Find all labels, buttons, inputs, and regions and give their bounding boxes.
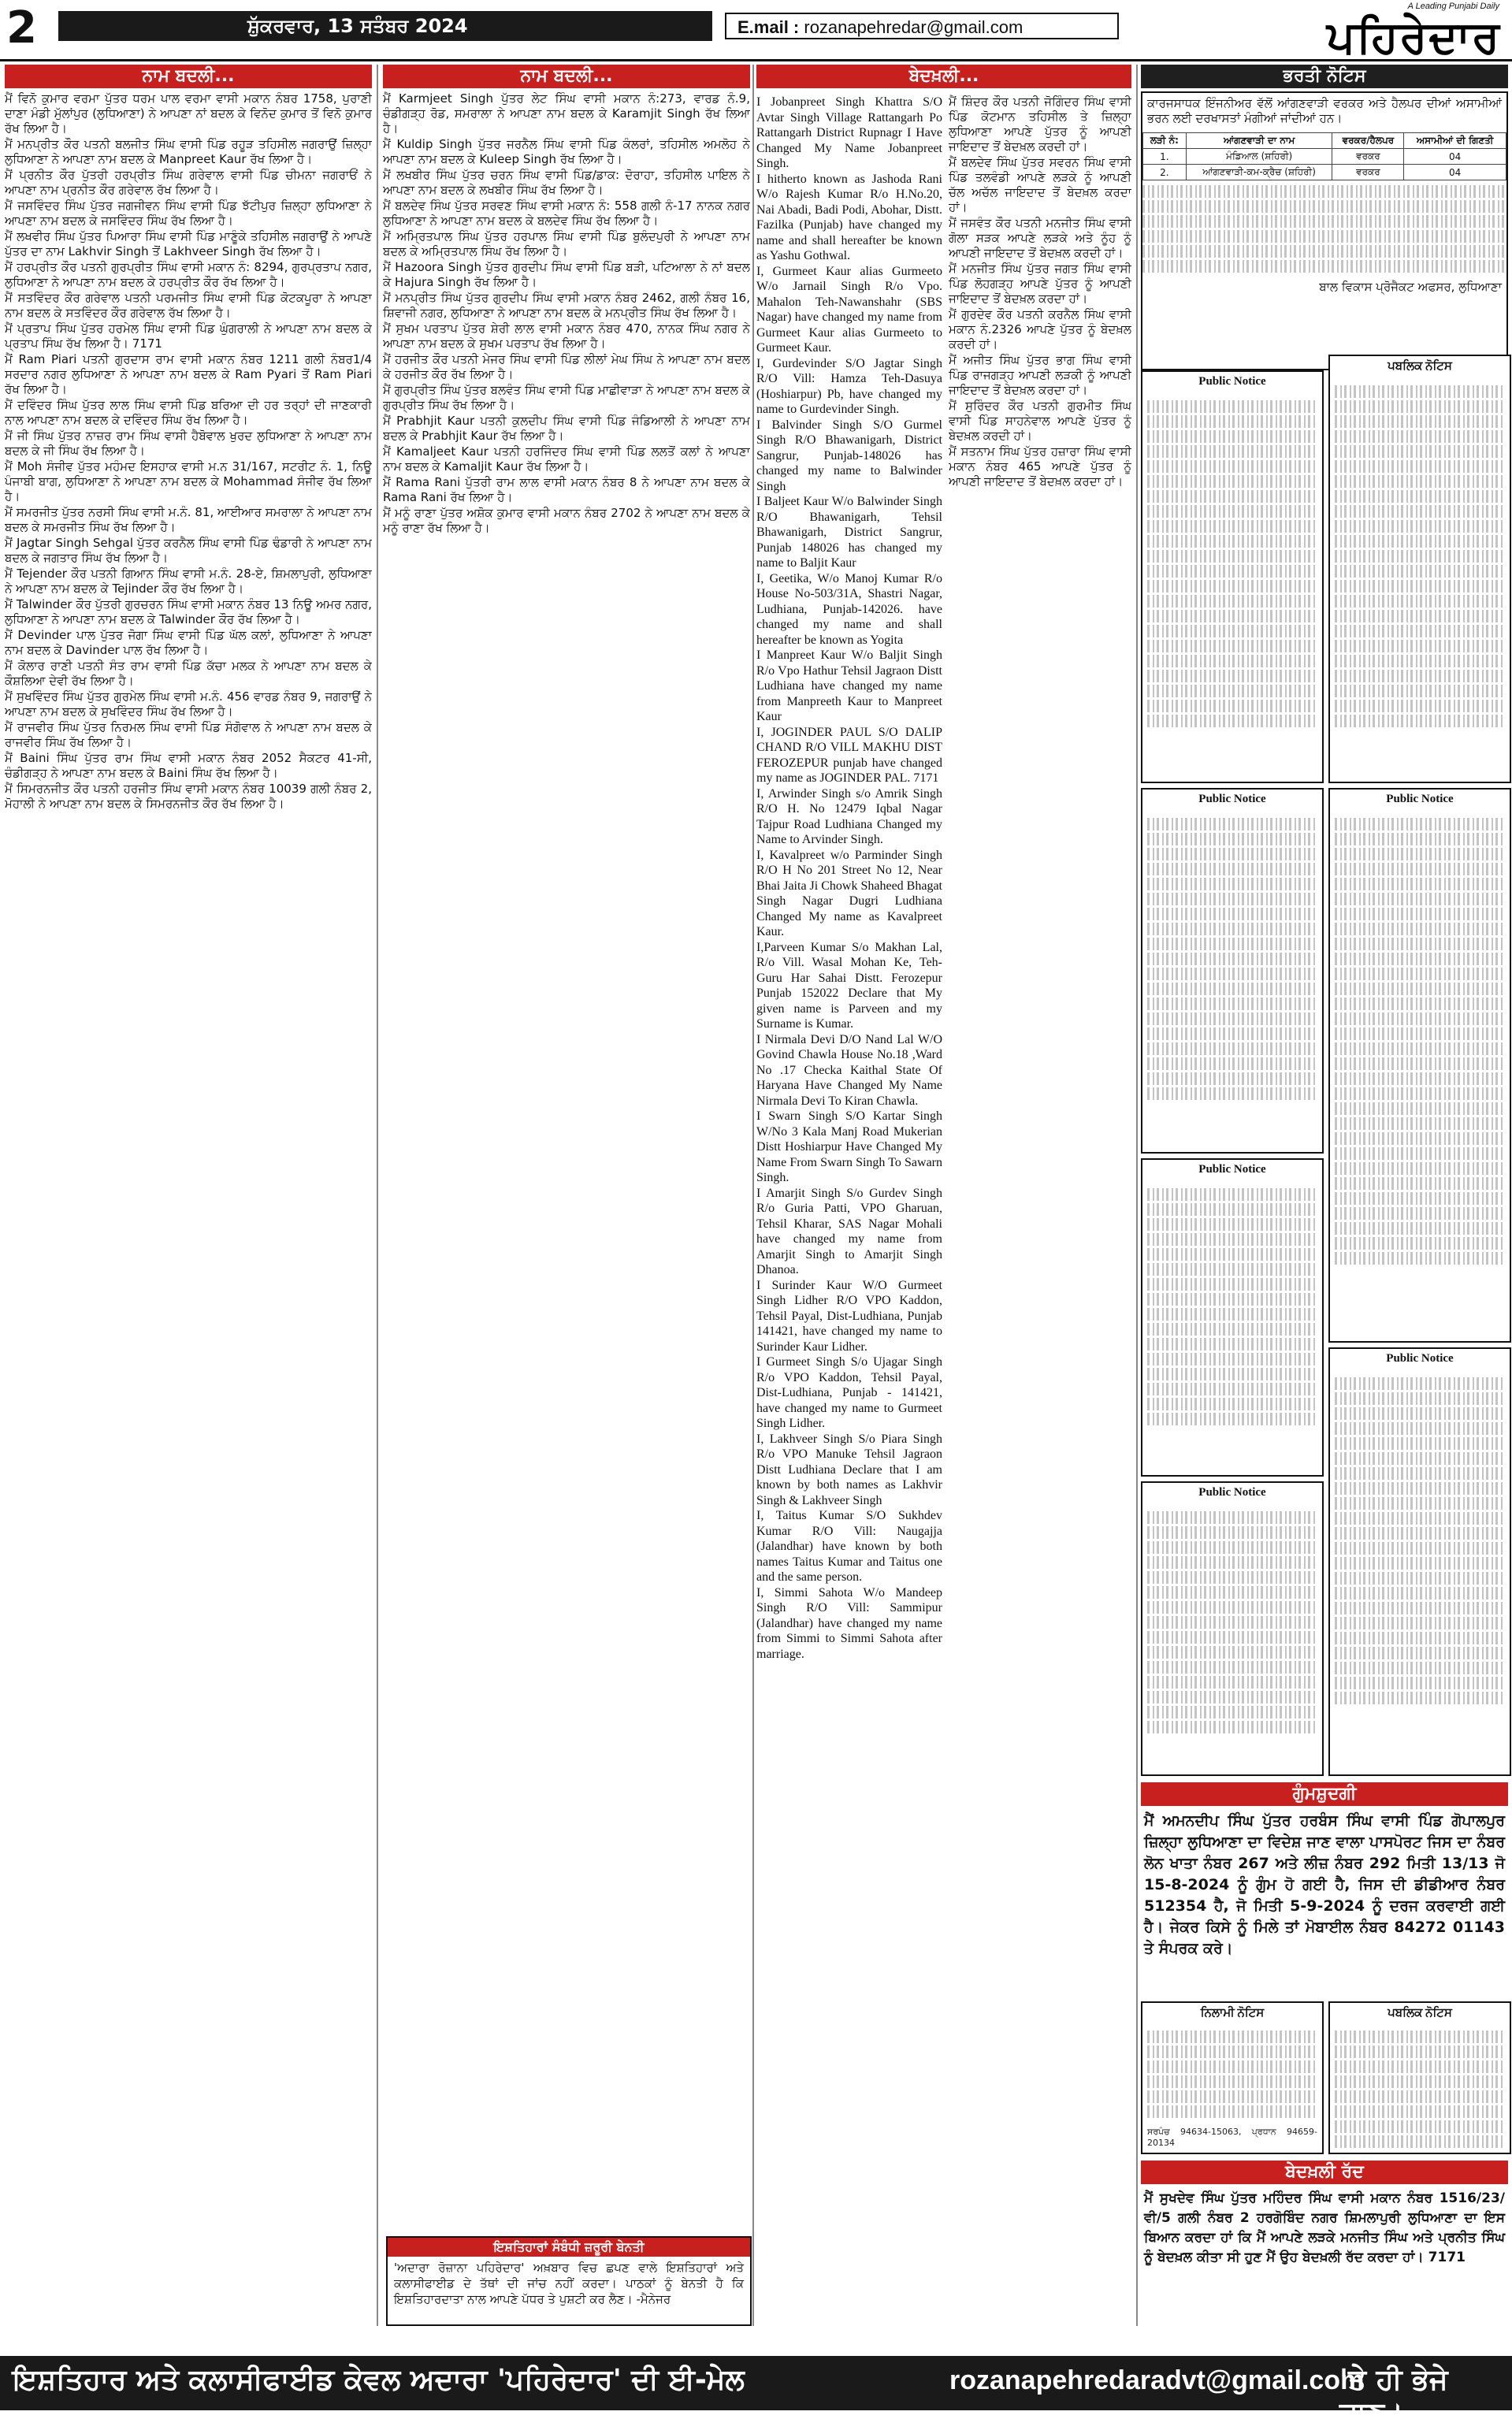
list-item: ਮੈਂ ਰਾਜਵੀਰ ਸਿੰਘ ਪੁੱਤਰ ਨਿਰਮਲ ਸਿੰਘ ਵਾਸੀ ਪਿੰਡ ਸੰਗੋਵਾਲ ਨੇ ਆਪਣਾ ਨਾਮ ਬਦਲ ਕੇ ਰਾਜਵੀਰ ਸਿੰਘ ਰੱਖ ਲਿਆ ਹੈ। [5,720,372,749]
english-notice-list [756,95,942,1662]
list-item: ਮੈਂ ਅਜੀਤ ਸਿੰਘ ਪੁੱਤਰ ਭਾਗ ਸਿੰਘ ਵਾਸੀ ਪਿੰਡ ਰਾਜਗੜ੍ਹ ਆਪਣੀ ਲੜਕੀ ਨੂੰ ਆਪਣੀ ਜਾਇਦਾਦ ਤੋਂ ਬੇਦਖ਼ਲ ਕਰਦਾ ਹਾਂ। [949,353,1131,397]
column-heading: ਨਾਮ ਬਦਲੀ... [383,65,750,88]
email-address: rozanapehredar@gmail.com [804,17,1023,37]
column-name-change-1 [5,65,372,812]
list-item: ਮੈਂ ਸਤਵਿੰਦਰ ਕੌਰ ਗਰੇਵਾਲ ਪਤਨੀ ਪਰਮਜੀਤ ਸਿੰਘ ਵਾਸੀ ਪਿੰਡ ਕੋਟਕਪੂਰਾ ਨੇ ਆਪਣਾ ਨਾਮ ਬਦਲ ਕੇ ਸਤਵਿੰਦਰ ਕੌਰ ਗਰੇਵਾਲ ਰੱਖ ਲਿਆ ਹੈ। [5,291,372,320]
recruitment-table [1142,132,1506,180]
list-item: ਮੈਂ Devinder ਪਾਲ ਪੁੱਤਰ ਜੋਗਾ ਸਿੰਘ ਵਾਸੀ ਪਿੰਡ ਘੱਲ ਕਲਾਂ, ਲੁਧਿਆਣਾ ਨੇ ਆਪਣਾ ਨਾਮ ਬਦਲ ਕੇ Davinder ਪਾਲ ਰੱਖ ਲਿਆ ਹੈ। [5,628,372,657]
masthead [0,0,1512,61]
list-item: ਮੈਂ ਮਨੂੰ ਰਾਣਾ ਪੁੱਤਰ ਅਸ਼ੋਕ ਕੁਮਾਰ ਵਾਸੀ ਮਕਾਨ ਨੰਬਰ 2702 ਨੇ ਆਪਣਾ ਨਾਮ ਬਦਲ ਕੇ ਮਨੂੰ ਰਾਣਾ ਰੱਖ ਲਿਆ ਹੈ। [383,506,750,535]
missing-notice-heading: ਗੁੰਮਸ਼ੁਦਗੀ [1141,1782,1508,1806]
public-notice-box [1141,1481,1324,1776]
fine-print-line [1142,185,1506,198]
list-item: ਮੈਂ ਪ੍ਰਤਾਪ ਸਿੰਘ ਪੁੱਤਰ ਹਰਮੇਲ ਸਿੰਘ ਵਾਸੀ ਪਿੰਡ ਘੁੰਗਰਾਲੀ ਨੇ ਆਪਣਾ ਨਾਮ ਬਦਲ ਕੇ ਪ੍ਰਤਾਪ ਸਿੰਘ ਰੱਖ ਲਿਆ ਹੈ। 7171 [5,321,372,351]
list-item: ਮੈਂ ਸਿਮਰਨਜੀਤ ਕੌਰ ਪਤਨੀ ਹਰਜੀਤ ਸਿੰਘ ਵਾਸੀ ਮਕਾਨ ਨੰਬਰ 10039 ਗਲੀ ਨੰਬਰ 2, ਮੋਹਾਲੀ ਨੇ ਆਪਣਾ ਨਾਮ ਬਦਲ ਕੇ ਸਿਮਰਨਜੀਤ ਕੌਰ ਰੱਖ ਲਿਆ ਹੈ। [5,782,372,811]
table-cell: ਮੰਡਿਆਲ (ਸ਼ਹਿਰੀ) [1186,149,1332,165]
footer-text: ਇਸ਼ਤਿਹਾਰ ਅਤੇ ਕਲਾਸੀਫਾਈਡ ਕੇਵਲ ਅਦਾਰਾ 'ਪਹਿਰੇਦਾਰ' ਦੀ ਈ-ਮੇਲ [13,2364,745,2396]
list-item: ਮੈਂ Karmjeet Singh ਪੁੱਤਰ ਲੇਟ ਸਿੰਘ ਵਾਸੀ ਮਕਾਨ ਨੰ:273, ਵਾਰਡ ਨੰ.9, ਚੰਡੀਗੜ੍ਹ ਰੋਡ, ਸਮਰਾਲਾ ਨੇ ਆਪਣਾ ਨਾਮ ਬਦਲ ਕੇ Karamjit Singh ਰੱਖ ਲਿਆ ਹੈ। [383,91,750,136]
list-item: ਮੈਂ ਗੁਰਪ੍ਰੀਤ ਸਿੰਘ ਪੁੱਤਰ ਬਲਵੰਤ ਸਿੰਘ ਵਾਸੀ ਪਿੰਡ ਮਾਛੀਵਾੜਾ ਨੇ ਆਪਣਾ ਨਾਮ ਬਦਲ ਕੇ ਗੁਰਪ੍ਰੀਤ ਸਿੰਘ ਰੱਖ ਲਿਆ ਹੈ। [383,383,750,412]
list-item: ਮੈਂ Talwinder ਕੌਰ ਪੁੱਤਰੀ ਗੁਰਚਰਨ ਸਿੰਘ ਵਾਸੀ ਮਕਾਨ ਨੰਬਰ 13 ਨਿਊ ਅਮਰ ਨਗਰ, ਲੁਧਿਆਣਾ ਨੇ ਆਪਣਾ ਨਾਮ ਬਦਲ ਕੇ Talwinder ਕੌਰ ਰੱਖ ਲਿਆ ਹੈ। [5,597,372,626]
public-notice-box [1141,1158,1324,1477]
list-item: ਮੈਂ Moh ਸੰਜੀਵ ਪੁੱਤਰ ਮਹੰਮਦ ਇਸਹਾਕ ਵਾਸੀ ਮ.ਨ 31/167, ਸਟਰੀਟ ਨੰ. 1, ਨਿਊ ਪੰਜਾਬੀ ਬਾਗ, ਲੁਧਿਆਣਾ ਨੇ ਆਪਣਾ ਨਾਮ ਬਦਲ ਕੇ Mohammad ਸੰਜੀਵ ਰੱਖ ਲਿਆ ਹੈ। [5,459,372,503]
fine-print-line [1142,260,1506,273]
column-disinheritance [756,65,1131,1662]
list-item: I Amarjit Singh S/o Gurdev Singh R/o Guria Patti, VPO Gharuan, Tehsil Kharar, SAS Nagar Mohali have changed my name from Amarjit Singh to Amarjit Singh Dhanoa. [756,1186,942,1276]
list-item: ਮੈਂ ਮਨਪ੍ਰੀਤ ਕੌਰ ਪਤਨੀ ਬਲਜੀਤ ਸਿੰਘ ਵਾਸੀ ਪਿੰਡ ਰਹੂੜ ਤਹਿਸੀਲ ਜਗਰਾਉਂ ਜ਼ਿਲ੍ਹਾ ਲੁਧਿਆਣਾ ਨੇ ਆਪਣਾ ਨਾਮ ਬਦਲ ਕੇ Manpreet Kaur ਰੱਖ ਲਿਆ ਹੈ। [5,137,372,166]
table-cell: ਆਂਗਣਵਾੜੀ-ਕਮ-ਕ੍ਰੈਚ (ਸ਼ਹਿਰੀ) [1186,165,1332,180]
list-item: ਮੈਂ ਸਮਰਜੀਤ ਪੁੱਤਰ ਨਰਸੀ ਸਿੰਘ ਵਾਸੀ ਮ.ਨੰ. 81, ਆਈਆਰ ਸਮਰਾਲਾ ਨੇ ਆਪਣਾ ਨਾਮ ਬਦਲ ਕੇ ਸਮਰਜੀਤ ਸਿੰਘ ਰੱਖ ਲਿਆ ਹੈ। [5,505,372,534]
public-notice-title: Public Notice [1198,1486,1266,1499]
email-label: E.mail : [737,17,800,37]
list-item: ਮੈਂ ਹਰਪ੍ਰੀਤ ਕੌਰ ਪਤਨੀ ਗੁਰਪ੍ਰੀਤ ਸਿੰਘ ਵਾਸੀ ਮਕਾਨ ਨੰ: 8294, ਗੁਰਪ੍ਰਤਾਪ ਨਗਰ, ਲੁਧਿਆਣਾ ਨੇ ਆਪਣਾ ਨਾਮ ਬਦਲ ਕੇ ਹਰਪ੍ਰੀਤ ਕੌਰ ਰੱਖ ਲਿਆ ਹੈ। [5,260,372,289]
recruitment-intro: ਕਾਰਜਸਾਧਕ ਇੰਜਨੀਅਰ ਵੱਲੋਂ ਆਂਗਣਵਾੜੀ ਵਰਕਰ ਅਤੇ ਹੈਲਪਰ ਦੀਆਂ ਅਸਾਮੀਆਂ ਭਰਨ ਲਈ ਦਰਖਾਸਤਾਂ ਮੰਗੀਆਂ ਜਾਂਦੀਆਂ ਹਨ। [1147,96,1502,125]
table-cell: 2. [1143,165,1187,180]
list-item: ਮੈਂ ਅਮ੍ਰਿਤਪਾਲ ਸਿੰਘ ਪੁੱਤਰ ਹਰਪਾਲ ਸਿੰਘ ਵਾਸੀ ਪਿੰਡ ਬੁਲੰਦਪੁਰੀ ਨੇ ਆਪਣਾ ਨਾਮ ਬਦਲ ਕੇ ਅਮ੍ਰਿਤਪਾਲ ਸਿੰਘ ਰੱਖ ਲਿਆ ਹੈ। [383,229,750,258]
fine-print [1142,1181,1322,1432]
list-item: ਮੈਂ Ram Piari ਪਤਨੀ ਗੁਰਦਾਸ ਰਾਮ ਵਾਸੀ ਮਕਾਨ ਨੰਬਰ 1211 ਗਲੀ ਨੰਬਰ1/4 ਸਰਦਾਰ ਨਗਰ ਲੁਧਿਆਣਾ ਨੇ ਆਪਣਾ ਨਾਮ ਬਦਲ ਕੇ Ram Pyari ਤੋਂ Ram Piari ਰੱਖ ਲਿਆ ਹੈ। [5,352,372,396]
date-bar: ਸ਼ੁੱਕਰਵਾਰ, 13 ਸਤੰਬਰ 2024 [58,11,712,41]
list-item: ਮੈਂ ਕੋਲਾਰ ਰਾਣੀ ਪਤਨੀ ਸੰਤ ਰਾਮ ਵਾਸੀ ਪਿੰਡ ਕੱਚਾ ਮਲਕ ਨੇ ਆਪਣਾ ਨਾਮ ਬਦਲ ਕੇ ਕੌਸ਼ਲਿਆ ਦੇਵੀ ਰੱਖ ਲਿਆ ਹੈ। [5,659,372,688]
fine-print-line [1142,215,1506,228]
list-item: ਮੈਂ ਸੁਖਮ ਪਰਤਾਪ ਪੁੱਤਰ ਸ਼ੇਰੀ ਲਾਲ ਵਾਸੀ ਮਕਾਨ ਨੰਬਰ 470, ਨਾਨਕ ਸਿੰਘ ਨਗਰ ਨੇ ਆਪਣਾ ਨਾਮ ਬਦਲ ਕੇ ਸੁਖਮ ਪਰਤਾਪ ਰੱਖ ਲਿਆ ਹੈ। [383,321,750,351]
list-item: ਮੈਂ Kuldip Singh ਪੁੱਤਰ ਜਰਨੈਲ ਸਿੰਘ ਵਾਸੀ ਪਿੰਡ ਕੰਲਰਾਂ, ਤਹਿਸੀਲ ਅਮਲੋਹ ਨੇ ਆਪਣਾ ਨਾਮ ਬਦਲ ਕੇ Kuleep Singh ਰੱਖ ਲਿਆ ਹੈ। [383,137,750,166]
list-item: I Surinder Kaur W/O Gurmeet Singh Lidher R/O VPO Kaddon, Tehsil Payal, Dist-Ludhiana, Punjab 141421, have changed my name to Surinder Kaur Lidher. [756,1278,942,1354]
list-item: ਮੈਂ ਮਨਪ੍ਰੀਤ ਸਿੰਘ ਪੁੱਤਰ ਗੁਰਦੀਪ ਸਿੰਘ ਵਾਸੀ ਮਕਾਨ ਨੰਬਰ 2462, ਗਲੀ ਨੰਬਰ 16, ਸ਼ਿਵਾਜੀ ਨਗਰ, ਲੁਧਿਆਣਾ ਨੇ ਆਪਣਾ ਨਾਮ ਬਦਲ ਕੇ ਮਨਪ੍ਰੀਤ ਸਿੰਘ ਰੱਖ ਲਿਆ ਹੈ। [383,291,750,320]
list-item: ਮੈਂ Kamaljeet Kaur ਪਤਨੀ ਹਰਜਿੰਦਰ ਸਿੰਘ ਵਾਸੀ ਪਿੰਡ ਲਲਤੋਂ ਕਲਾਂ ਨੇ ਆਪਣਾ ਨਾਮ ਬਦਲ ਕੇ Kamaljit Kaur ਰੱਖ ਲਿਆ ਹੈ। [383,444,750,474]
list-item: ਮੈਂ Rama Rani ਪੁੱਤਰੀ ਰਾਮ ਲਾਲ ਵਾਸੀ ਮਕਾਨ ਨੰਬਰ 8 ਨੇ ਆਪਣਾ ਨਾਮ ਬਦਲ ਕੇ Rama Rani ਰੱਖ ਲਿਆ ਹੈ। [383,475,750,504]
page-number: 2 [6,2,37,54]
list-item: I Swarn Singh S/O Kartar Singh W/No 3 Kala Manj Road Mukerian Distt Hoshiarpur Have Changed My Name From Swarn Singh To Sawarn Singh. [756,1109,942,1184]
footer-tail: 'ਤੇ ਹੀ ਭੇਜੇ ਜਾਣ। [1339,2364,1448,2429]
fine-print [1142,2025,1322,2123]
list-item: I, Gurmeet Kaur alias Gurmeeto W/o Jarnail Singh R/o Vpo. Mahalon Teh-Nawanshahr (SBS Nagar) have changed my name from Gurmeet Kaur alias Gurmeeto to Gurmeet Kaur. [756,264,942,355]
column-name-change-2 [383,65,750,537]
list-item: ਮੈਂ Tejender ਕੌਰ ਪਤਨੀ ਗਿਆਨ ਸਿੰਘ ਵਾਸੀ ਮ.ਨੰ. 28-ਏ, ਸ਼ਿਮਲਾਪੁਰੀ, ਲੁਧਿਆਣਾ ਨੇ ਆਪਣਾ ਨਾਮ ਬਦਲ ਕੇ Tejinder ਕੌਰ ਰੱਖ ਲਿਆ ਹੈ। [5,567,372,596]
list-item: ਮੈਂ ਸਤਨਾਮ ਸਿੰਘ ਪੁੱਤਰ ਹਜ਼ਾਰਾ ਸਿੰਘ ਵਾਸੀ ਮਕਾਨ ਨੰਬਰ 465 ਆਪਣੇ ਪੁੱਤਰ ਨੂੰ ਆਪਣੀ ਜਾਇਦਾਦ ਤੋਂ ਬੇਦਖ਼ਲ ਕਰਦਾ ਹਾਂ। [949,444,1131,489]
list-item: ਮੈਂ ਲਖਵੀਰ ਸਿੰਘ ਪੁੱਤਰ ਪਿਆਰਾ ਸਿੰਘ ਵਾਸੀ ਪਿੰਡ ਮਾਣੂੰਕੇ ਤਹਿਸੀਲ ਜਗਰਾਉਂ ਨੇ ਆਪਣੇ ਪੁੱਤਰ ਦਾ ਨਾਮ Lakhvir Singh ਤੋਂ Lakhveer Singh ਰੱਖ ਲਿਆ ਹੈ। [5,229,372,258]
revocation-text: ਮੈਂ ਸੁਖਦੇਵ ਸਿੰਘ ਪੁੱਤਰ ਮਹਿੰਦਰ ਸਿੰਘ ਵਾਸੀ ਮਕਾਨ ਨੰਬਰ 1516/23/ਵੀ/5 ਗਲੀ ਨੰਬਰ 2 ਹਰਗੋਬਿੰਦ ਨਗਰ ਸ਼ਿਮਲਾਪੁਰੀ ਲੁਧਿਆਣਾ ਦਾ ਇਸ ਬਿਆਨ ਕਰਦਾ ਹਾਂ ਕਿ ਮੈਂ ਆਪਣੇ ਲੜਕੇ ਮਨਜੀਤ ਸਿੰਘ ਅਤੇ ਪ੍ਰਨੀਤ ਸਿੰਘ ਨੂੰ ਬੇਦਖ਼ਲ ਕੀਤਾ ਸੀ ਹੁਣ ਮੈਂ ਉਹ ਬੇਦਖ਼ਲੀ ਰੱਦ ਕਰਦਾ ਹਾਂ। 7171 [1144,2190,1505,2265]
list-item: ਮੈਂ Baini ਸਿੰਘ ਪੁੱਤਰ ਰਾਮ ਸਿੰਘ ਵਾਸੀ ਮਕਾਨ ਨੰਬਰ 2052 ਸੈਕਟਰ 41-ਸੀ, ਚੰਡੀਗੜ੍ਹ ਨੇ ਆਪਣਾ ਨਾਮ ਬਦਲ ਕੇ Baini ਸਿੰਘ ਰੱਖ ਲਿਆ ਹੈ। [5,751,372,780]
list-item: ਮੈਂ ਬਲਦੇਵ ਸਿੰਘ ਪੁੱਤਰ ਸਵਰਨ ਸਿੰਘ ਵਾਸੀ ਪਿੰਡ ਤਲਵੰਡੀ ਆਪਣੇ ਲੜਕੇ ਨੂੰ ਆਪਣੀ ਚੱਲ ਅਚੱਲ ਜਾਇਦਾਦ ਤੋਂ ਬੇਦਖ਼ਲ ਕਰਦਾ ਹਾਂ। [949,155,1131,214]
column-heading: ਨਾਮ ਬਦਲੀ... [5,65,372,88]
list-item: ਮੈਂ ਮਨਜੀਤ ਸਿੰਘ ਪੁੱਤਰ ਜਗਤ ਸਿੰਘ ਵਾਸੀ ਪਿੰਡ ਲੋਹਗੜ੍ਹ ਆਪਣੇ ਪੁੱਤਰ ਨੂੰ ਆਪਣੀ ਜਾਇਦਾਦ ਤੋਂ ਬੇਦਖ਼ਲ ਕਰਦਾ ਹਾਂ। [949,262,1131,306]
list-item: I, Arwinder Singh s/o Amrik Singh R/O H. No 12479 Iqbal Nagar Tajpur Road Ludhiana Changed my Name to Arvinder Singh. [756,786,942,846]
disclaimer-text: 'ਅਦਾਰਾ ਰੋਜ਼ਾਨਾ ਪਹਿਰੇਦਾਰ' ਅਖ਼ਬਾਰ ਵਿਚ ਛਪਣ ਵਾਲੇ ਇਸ਼ਤਿਹਾਰਾਂ ਅਤੇ ਕਲਾਸੀਫਾਈਡ ਦੇ ਤੱਥਾਂ ਦੀ ਜਾਂਚ ਨਹੀਂ ਕਰਦਾ। ਪਾਠਕਾਂ ਨੂੰ ਬੇਨਤੀ ਹੈ ਕਿ ਇਸ਼ਤਿਹਾਰਦਾਤਾ ਨਾਲ ਆਪਣੇ ਪੱਧਰ ਤੇ ਪੁਸ਼ਟੀ ਕਰ ਲੈਣ। -ਮੈਨੇਜਰ [394,2261,744,2306]
list-item: I Manpreet Kaur W/o Baljit Singh R/o Vpo Hathur Tehsil Jagraon Distt Ludhiana have changed my name from Manpreeth Kaur to Manpreet Kaur [756,648,942,723]
column-notices [1141,65,1508,370]
public-notice-box [1328,1347,1511,1776]
table-cell: 04 [1404,165,1506,180]
table-cell: ਵਰਕਰ [1332,165,1404,180]
list-item: ਮੈਂ ਬਲਦੇਵ ਸਿੰਘ ਪੁੱਤਰ ਸਰਵਣ ਸਿੰਘ ਵਾਸੀ ਮਕਾਨ ਨੰ: 558 ਗਲੀ ਨੰ-17 ਨਾਨਕ ਨਗਰ ਲੁਧਿਆਣਾ ਨੇ ਆਪਣਾ ਨਾਮ ਬਦਲ ਕੇ ਬਲਦੇਵ ਸਿੰਘ ਰੱਖ ਲਿਆ ਹੈ। [383,199,750,228]
table-row [1143,149,1506,165]
public-notice-title: ਪਬਲਿਕ ਨੋਟਿਸ [1388,2007,1452,2019]
table-header-cell: ਆਂਗਣਵਾੜੀ ਦਾ ਨਾਮ [1186,133,1332,149]
list-item: I Gurmeet Singh S/o Ujagar Singh R/o VPO Kaddon, Tehsil Payal, Dist-Ludhiana, Punjab - 141421, have changed my name to Gurmeet Singh Lidher. [756,1355,942,1430]
list-item: ਮੈਂ ਜਸਵੰਤ ਕੌਰ ਪਤਨੀ ਮਨਜੀਤ ਸਿੰਘ ਵਾਸੀ ਗੋਲਾ ਸੜਕ ਆਪਣੇ ਲੜਕੇ ਅਤੇ ਨੂੰਹ ਨੂੰ ਆਪਣੀ ਜਾਇਦਾਦ ਤੋਂ ਬੇਦਖ਼ਲ ਕਰਦੀ ਹਾਂ। [949,216,1131,260]
fine-print [1330,2025,1510,2153]
list-item: I hitherto known as Jashoda Rani W/o Rajesh Kumar R/o H.No.20, Nai Abadi, Badi Podi, Abohar, Distt. Fazilka (Punjab) have changed my name and shall hereafter be known as Yashu Gothwal. [756,172,942,262]
list-item: I Balvinder Singh S/O Gurmel Singh R/O Bhawanigarh, District Sangrur, Punjab-148026 has changed my name to Balwinder Singh [756,418,942,493]
list-item: I, Lakhveer Singh S/o Piara Singh R/o VPO Manuke Tehsil Jagraon Distt Ludhiana Declare that I am known by both names as Lakhvir Singh & Lakhveer Singh [756,1432,942,1507]
table-header-cell: ਵਰਕਰ/ਹੈਲਪਰ [1332,133,1404,149]
auction-notice-title: ਨਿਲਾਮੀ ਨੋਟਿਸ [1200,2007,1265,2019]
column-divider [752,65,754,2326]
table-header-cell: ਅਸਾਮੀਆਂ ਦੀ ਗਿਣਤੀ [1404,133,1506,149]
advertisement-disclaimer [386,2236,752,2326]
list-item: ਮੈਂ Hazoora Singh ਪੁੱਤਰ ਗੁਰਦੀਪ ਸਿੰਘ ਵਾਸੀ ਪਿੰਡ ਬੜੀ, ਪਟਿਆਲਾ ਨੇ ਨਾਂ ਬਦਲ ਕੇ Hajura Singh ਰੱਖ ਲਿਆ ਹੈ। [383,260,750,289]
notice-list [383,91,750,537]
footer-email[interactable]: rozanapehredaradvt@gmail.com [949,2365,1365,2395]
list-item: ਮੈਂ ਸੁਖਵਿੰਦਰ ਸਿੰਘ ਪੁੱਤਰ ਗੁਰਮੇਲ ਸਿੰਘ ਵਾਸੀ ਮ.ਨੰ. 456 ਵਾਰਡ ਨੰਬਰ 9, ਜਗਰਾਉਂ ਨੇ ਆਪਣਾ ਨਾਮ ਬਦਲ ਕੇ ਸੁਖਵਿੰਦਰ ਸਿੰਘ ਰੱਖ ਲਿਆ ਹੈ। [5,689,372,719]
list-item: ਮੈਂ ਹਰਜੀਤ ਕੌਰ ਪਤਨੀ ਮੇਜਰ ਸਿੰਘ ਵਾਸੀ ਪਿੰਡ ਲੀਲਾਂ ਮੇਘ ਸਿੰਘ ਨੇ ਆਪਣਾ ਨਾਮ ਬਦਲ ਕੇ ਹਰਜੀਤ ਕੌਰ ਰੱਖ ਲਿਆ ਹੈ। [383,352,750,381]
disclaimer-title: ਇਸ਼ਤਿਹਾਰਾਂ ਸੰਬੰਧੀ ਜ਼ਰੂਰੀ ਬੇਨਤੀ [388,2238,750,2257]
list-item: I Baljeet Kaur W/o Balwinder Singh R/O Bhawanigarh, Tehsil Bhawanigarh, District Sangrur, Punjab 148026 has changed my name to Baljit Kaur [756,495,942,570]
public-notice-title: Public Notice [1386,793,1454,805]
column-divider [377,65,378,2326]
list-item: ਮੈਂ ਗੁਰਦੇਵ ਕੌਰ ਪਤਨੀ ਕਰਨੈਲ ਸਿੰਘ ਵਾਸੀ ਮਕਾਨ ਨੰ.2326 ਆਪਣੇ ਪੁੱਤਰ ਨੂੰ ਬੇਦਖ਼ਲ ਕਰਦੀ ਹਾਂ। [949,307,1131,351]
list-item: ਮੈਂ Jagtar Singh Sehgal ਪੁੱਤਰ ਕਰਨੈਲ ਸਿੰਘ ਵਾਸੀ ਪਿੰਡ ਢੰਡਾਰੀ ਨੇ ਆਪਣਾ ਨਾਮ ਬਦਲ ਕੇ ਜਗਤਾਰ ਸਿੰਘ ਰੱਖ ਲਿਆ ਹੈ। [5,536,372,565]
public-notice-box [1328,355,1511,783]
list-item: ਮੈਂ ਜੀ ਸਿੰਘ ਪੁੱਤਰ ਨਾਜ਼ਰ ਰਾਮ ਸਿੰਘ ਵਾਸੀ ਹੈਬੋਵਾਲ ਖੁਰਦ ਲੁਧਿਆਣਾ ਨੇ ਆਪਣਾ ਨਾਮ ਬਦਲ ਕੇ ਜੀ ਸਿੰਘ ਰੱਖ ਲਿਆ ਹੈ। [5,429,372,458]
logo-text: ਪਹਿਰੇਦਾਰ [1326,11,1501,63]
revocation-heading: ਬੇਦਖ਼ਲੀ ਰੱਦ [1141,2161,1508,2184]
list-item: ਮੈਂ ਲਖਬੀਰ ਸਿੰਘ ਪੁੱਤਰ ਚਰਨ ਸਿੰਘ ਵਾਸੀ ਪਿੰਡ/ਡਾਕ: ਦੋਰਾਹਾ, ਤਹਿਸੀਲ ਪਾਇਲ ਨੇ ਆਪਣਾ ਨਾਮ ਬਦਲ ਕੇ ਲਖਬੀਰ ਸਿੰਘ ਰੱਖ ਲਿਆ ਹੈ। [383,168,750,197]
fine-print-line [1142,245,1506,258]
fine-print [1142,393,1322,734]
public-notice-box [1328,2001,1511,2154]
list-item: I Jobanpreet Singh Khattra S/O Avtar Singh Village Rattangarh Po Rattangarh District Rupnagr I Have Changed My Name Jobanpreet Singh. [756,95,942,170]
list-item: I, Simmi Sahota W/o Mandeep Singh R/O Vill: Sammipur (Jalandhar) have changed my name from Simmi to Simmi Sahota after marriage. [756,1585,942,1661]
column-heading: ਬੇਦਖ਼ਲੀ... [756,65,1131,88]
public-notice-box [1328,788,1511,1343]
list-item: ਮੈਂ ਸੁਰਿੰਦਰ ਕੌਰ ਪਤਨੀ ਗੁਰਮੀਤ ਸਿੰਘ ਵਾਸੀ ਪਿੰਡ ਸਾਹਨੇਵਾਲ ਆਪਣੇ ਪੁੱਤਰ ਨੂੰ ਬੇਦਖ਼ਲ ਕਰਦੀ ਹਾਂ। [949,399,1131,443]
footer-bar [0,2356,1512,2429]
auction-contact: ਸਰਪੰਚ 94634-15063, ਪ੍ਰਧਾਨ 94659-20134 [1147,2127,1317,2148]
fine-print [1142,185,1506,273]
list-item: I,Parveen Kumar S/o Makhan Lal, R/o Vill. Wasal Mohan Ke, Teh-Guru Har Sahai Distt. Ferozepur Punjab 152022 Declare that My given name is Parveen and my Surname is Kumar. [756,940,942,1031]
table-cell: 04 [1404,149,1506,165]
column-heading: ਭਰਤੀ ਨੋਟਿਸ [1141,65,1508,88]
list-item: I, Taitus Kumar S/O Sukhdev Kumar R/O Vill: Naugajja (Jalandhar) have known by both names Taitus Kumar and Taitus one and the same person. [756,1509,942,1584]
table-header-cell: ਲੜੀ ਨੰ: [1143,133,1187,149]
list-item: ਮੈਂ ਦਵਿੰਦਰ ਸਿੰਘ ਪੁੱਤਰ ਲਾਲ ਸਿੰਘ ਵਾਸੀ ਪਿੰਡ ਬਰਿਆ ਦੀ ਹਰ ਤਰ੍ਹਾਂ ਦੀ ਜਾਣਕਾਰੀ ਨਾਲ ਆਪਣਾ ਨਾਮ ਬਦਲ ਕੇ ਦਵਿੰਦਰ ਸਿੰਘ ਰੱਖ ਲਿਆ ਹੈ। [5,398,372,427]
fine-print-line [1142,200,1506,213]
table-body [1143,149,1506,180]
public-notice-title: Public Notice [1386,1352,1454,1365]
public-notice-title: ਪਬਲਿਕ ਨੋਟਿਸ [1388,360,1452,373]
list-item: I, Kavalpreet w/o Parminder Singh R/O H No 201 Street No 12, Near Bhai Jaita Ji Chowk Shaheed Bhagat Singh Nagar Dugri Ludhiana Changed My name as Kavalpreet Kaur. [756,848,942,938]
auction-notice-box [1141,2001,1324,2154]
list-item: I, Gurdevinder S/O Jagtar Singh R/O Vill: Hamza Teh-Dasuya (Hoshiarpur) Pb, have changed my name to Gurdevinder Singh. [756,356,942,416]
list-item: ਮੈਂ ਵਿਨੋ ਕੁਮਾਰ ਵਰਮਾ ਪੁੱਤਰ ਧਰਮ ਪਾਲ ਵਰਮਾ ਵਾਸੀ ਮਕਾਨ ਨੰਬਰ 1758, ਪੁਰਾਣੀ ਦਾਣਾ ਮੰਡੀ ਮੁੱਲਾਂਪੁਰ (ਲੁਧਿਆਣਾ) ਨੇ ਆਪਣਾ ਨਾਂ ਬਦਲ ਕੇ ਵਿਨੋਦ ਕੁਮਾਰ ਤੋਂ ਵਿਨੋ ਕੁਮਾਰ ਰੱਖ ਲਿਆ ਹੈ। [5,91,372,136]
list-item: ਮੈਂ ਪ੍ਰਨੀਤ ਕੌਰ ਪੁੱਤਰੀ ਹਰਪ੍ਰੀਤ ਸਿੰਘ ਗਰੇਵਾਲ ਵਾਸੀ ਪਿੰਡ ਚੀਮਨਾ ਜਗਰਾਓਂ ਨੇ ਆਪਣਾ ਨਾਮ ਪ੍ਰਨੀਤ ਕੌਰ ਗਰੇਵਾਲ ਰੱਖ ਲਿਆ ਹੈ। [5,168,372,197]
notice-list [5,91,372,812]
fine-print [1142,811,1322,1107]
public-notice-title: Public Notice [1198,375,1266,388]
recruitment-signature: ਬਾਲ ਵਿਕਾਸ ਪ੍ਰੋਜੈਕਟ ਅਫਸਰ, ਲੁਧਿਆਣਾ [1319,280,1502,294]
newspaper-logo [1142,0,1512,63]
table-cell: 1. [1143,149,1187,165]
logo-tagline: A Leading Punjabi Daily [1407,2,1499,11]
punjabi-notice-list [949,95,1131,1662]
list-item: I Nirmala Devi D/O Nand Lal W/O Govind Chawla House No.18 ,Ward No .17 Checka Kaithal State Of Haryana Have Changed My Name Nirmala Devi To Kiran Chawla. [756,1032,942,1108]
list-item: ਮੈਂ ਸ਼ਿੰਦਰ ਕੌਰ ਪਤਨੀ ਜੋਗਿੰਦਰ ਸਿੰਘ ਵਾਸੀ ਪਿੰਡ ਕੋਟਮਾਨ ਤਹਿਸੀਲ ਤੇ ਜ਼ਿਲ੍ਹਾ ਲੁਧਿਆਣਾ ਆਪਣੇ ਪੁੱਤਰ ਨੂੰ ਆਪਣੀ ਜਾਇਦਾਦ ਤੋਂ ਬੇਦਖ਼ਲ ਕਰਦੀ ਹਾਂ। [949,95,1131,154]
list-item: I, Geetika, W/o Manoj Kumar R/o House No-503/31A, Shastri Nagar, Ludhiana, Punjab-142026. have changed my name and shall hereafter be known as Yogita [756,571,942,647]
table-header-row [1143,133,1506,149]
list-item: ਮੈਂ Prabhjit Kaur ਪਤਨੀ ਕੁਲਦੀਪ ਸਿੰਘ ਵਾਸੀ ਪਿੰਡ ਜੰਡਿਆਲੀ ਨੇ ਆਪਣਾ ਨਾਮ ਬਦਲ ਕੇ Prabhjit Kaur ਰੱਖ ਲਿਆ ਹੈ। [383,414,750,443]
table-cell: ਵਰਕਰ [1332,149,1404,165]
missing-notice-text: ਮੈਂ ਅਮਨਦੀਪ ਸਿੰਘ ਪੁੱਤਰ ਹਰਬੰਸ ਸਿੰਘ ਵਾਸੀ ਪਿੰਡ ਗੋਪਾਲਪੁਰ ਜ਼ਿਲ੍ਹਾ ਲੁਧਿਆਣਾ ਦਾ ਵਿਦੇਸ਼ ਜਾਣ ਵਾਲਾ ਪਾਸਪੋਰਟ ਜਿਸ ਦਾ ਨੰਬਰ ਲੋਨ ਖਾਤਾ ਨੰਬਰ 267 ਅਤੇ ਲੀਜ਼ ਨੰਬਰ 292 ਮਿਤੀ 13/13 ਜੋ 15-8-2024 ਨੂੰ ਗੁੰਮ ਹੋ ਗਈ ਹੈ, ਜਿਸ ਦੀ ਡੀਡੀਆਰ ਨੰਬਰ 512354 ਹੈ, ਜੋ ਮਿਤੀ 5-9-2024 ਨੂੰ ਦਰਜ ਕਰਵਾਈ ਗਈ ਹੈ। ਜੇਕਰ ਕਿਸੇ ਨੂੰ ਮਿਲੇ ਤਾਂ ਮੋਬਾਈਲ ਨੰਬਰ 84272 01143 ਤੇ ਸੰਪਰਕ ਕਰੇ। [1144,1812,1505,1957]
fine-print-line [1142,230,1506,243]
list-item: I, JOGINDER PAUL S/O DALIP CHAND R/O VILL MAKHU DIST FEROZEPUR punjab have changed my name as JOGINDER PAL. 7171 [756,725,942,785]
table-row [1143,165,1506,180]
public-notice-title: Public Notice [1198,1163,1266,1176]
fine-print [1330,378,1510,734]
list-item: ਮੈਂ ਜਸਵਿੰਦਰ ਸਿੰਘ ਪੁੱਤਰ ਜਗਜੀਵਨ ਸਿੰਘ ਵਾਸੀ ਪਿੰਡ ਝੱਟੀਪੁਰ ਜ਼ਿਲ੍ਹਾ ਲੁਧਿਆਣਾ ਨੇ ਆਪਣਾ ਨਾਮ ਬਦਲ ਕੇ ਜਸਵਿੰਦਰ ਸਿੰਘ ਰੱਖ ਲਿਆ ਹੈ। [5,199,372,228]
fine-print [1142,1504,1322,1741]
public-notice-title: Public Notice [1198,793,1266,805]
fine-print [1330,811,1510,1272]
email-bar [725,13,1119,39]
public-notice-box [1141,370,1324,783]
column-divider [1136,65,1138,2326]
recruitment-notice [1141,91,1508,370]
public-notice-box [1141,788,1324,1154]
fine-print [1330,1370,1510,1711]
